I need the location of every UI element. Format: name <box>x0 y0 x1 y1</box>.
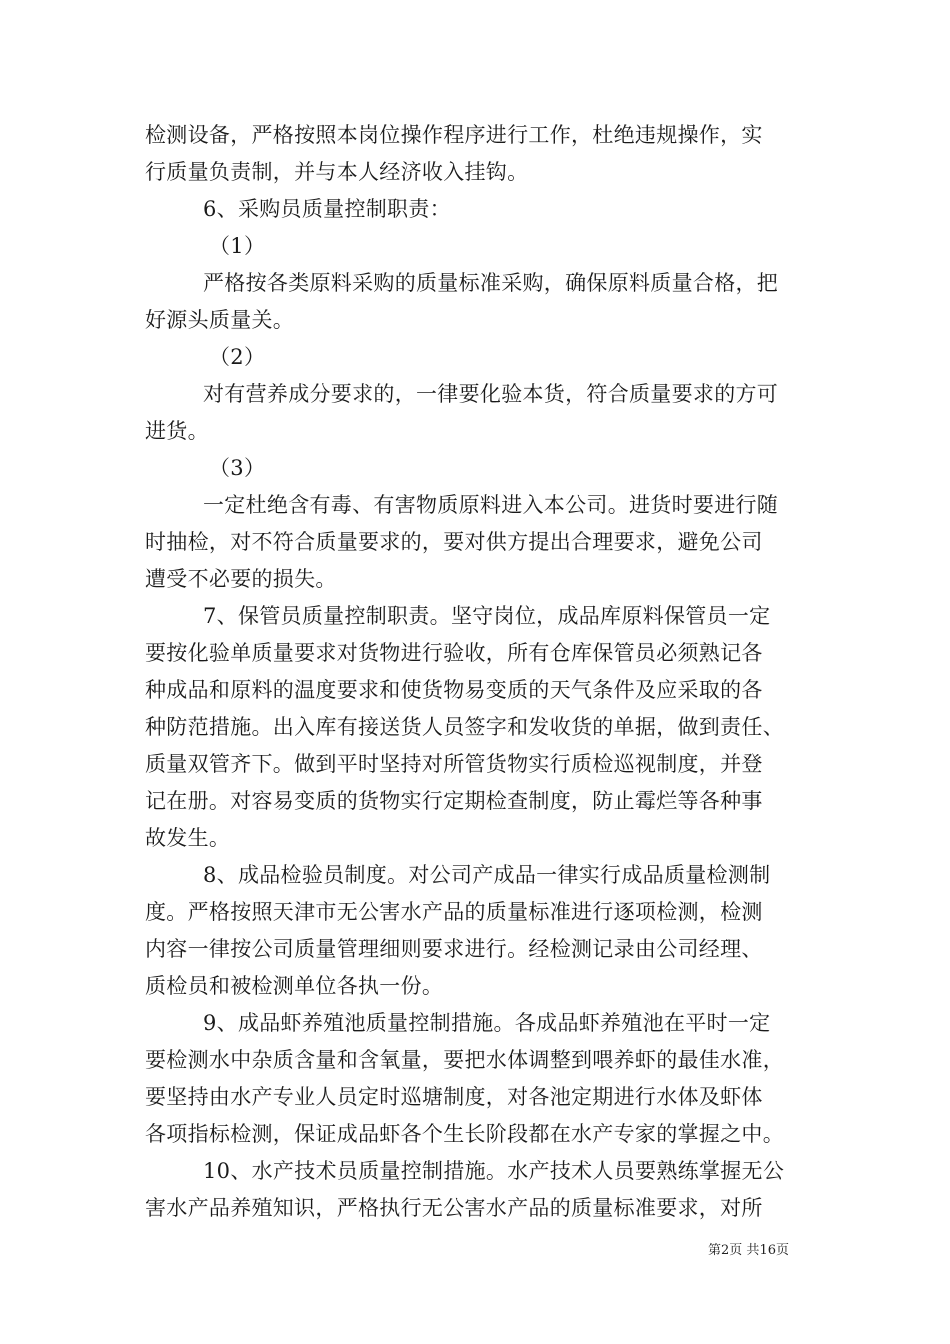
text-line: 质量双管齐下。做到平时坚持对所管货物实行质检巡视制度，并登 <box>145 752 763 776</box>
text-line: 要坚持由水产专业人员定时巡塘制度，对各池定期进行水体及虾体 <box>145 1085 763 1109</box>
text-line: 故发生。 <box>145 826 231 850</box>
text-line: 严格按各类原料采购的质量标准采购，确保原料质量合格，把 <box>203 271 779 295</box>
text-line: 害水产品养殖知识，严格执行无公害水产品的质量标准要求，对所 <box>145 1196 763 1220</box>
text-line: 要按化验单质量要求对货物进行验收，所有仓库保管员必须熟记各 <box>145 641 763 665</box>
footer-middle: 页 共 <box>729 1243 760 1258</box>
text-line: 各项指标检测，保证成品虾各个生长阶段都在水产专家的掌握之中。 <box>145 1122 784 1146</box>
text-line: 质检员和被检测单位各执一份。 <box>145 974 444 998</box>
text-line: 好源头质量关。 <box>145 308 295 332</box>
text-line: 一定杜绝含有毒、有害物质原料进入本公司。进货时要进行随 <box>203 493 779 517</box>
text-line: 9、成品虾养殖池质量控制措施。各成品虾养殖池在平时一定 <box>203 1011 771 1035</box>
page-footer <box>708 1239 789 1258</box>
text-line: 要检测水中杂质含量和含氧量，要把水体调整到喂养虾的最佳水准， <box>145 1048 784 1072</box>
footer-prefix: 第 <box>708 1243 722 1258</box>
text-line: 时抽检，对不符合质量要求的，要对供方提出合理要求，避免公司 <box>145 530 763 554</box>
text-line: 种成品和原料的温度要求和使货物易变质的天气条件及应采取的各 <box>145 678 763 702</box>
text-line: 内容一律按公司质量管理细则要求进行。经检测记录由公司经理、 <box>145 937 763 961</box>
text-line: （3） <box>209 456 266 480</box>
footer-suffix: 页 <box>775 1243 789 1258</box>
text-line: （1） <box>209 234 266 258</box>
text-line: 度。严格按照天津市无公害水产品的质量标准进行逐项检测，检测 <box>145 900 763 924</box>
text-line: 6、采购员质量控制职责： <box>203 197 451 221</box>
text-line: 7、保管员质量控制职责。坚守岗位，成品库原料保管员一定 <box>203 604 771 628</box>
text-line: 行质量负责制，并与本人经济收入挂钩。 <box>145 160 529 184</box>
text-line: （2） <box>209 345 266 369</box>
text-line: 记在册。对容易变质的货物实行定期检查制度，防止霉烂等各种事 <box>145 789 763 813</box>
text-line: 对有营养成分要求的，一律要化验本货，符合质量要求的方可 <box>203 382 779 406</box>
text-line: 进货。 <box>145 419 209 443</box>
text-line: 10、水产技术员质量控制措施。水产技术人员要熟练掌握无公 <box>203 1159 785 1183</box>
text-line: 遭受不必要的损失。 <box>145 567 337 591</box>
text-line: 种防范措施。出入库有接送货人员签字和发收货的单据，做到责任、 <box>145 715 784 739</box>
body-text <box>145 117 810 1227</box>
text-line: 检测设备，严格按照本岗位操作程序进行工作，杜绝违规操作，实 <box>145 123 763 147</box>
footer-current-page: 2 <box>721 1243 730 1258</box>
footer-total-pages: 16 <box>759 1243 776 1258</box>
text-line: 8、成品检验员制度。对公司产成品一律实行成品质量检测制 <box>203 863 771 887</box>
